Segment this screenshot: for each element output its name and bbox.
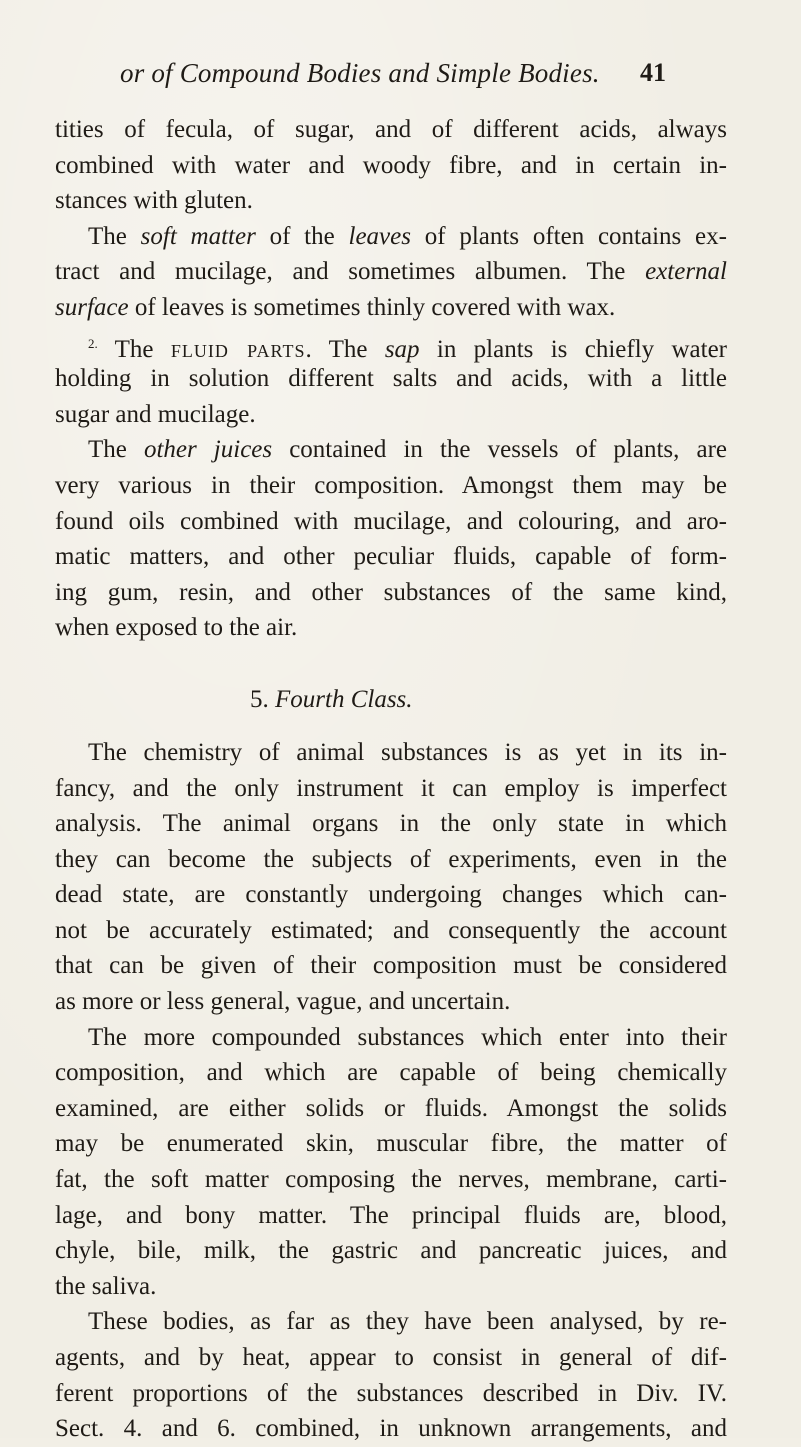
section-number: 5. (250, 685, 269, 713)
text-line: tities of fecula, of sugar, and of different acids, always (55, 116, 727, 143)
section-title: Fourth Class. (275, 685, 413, 713)
emphasis-sap: sap (384, 335, 420, 363)
body-text (55, 112, 727, 1447)
text-line: examined, are either solids or fluids. Amongst the solids (55, 1094, 727, 1122)
text-line: as more or less general, vague, and uncertain. (55, 988, 511, 1016)
text-line: holding in solution different salts and acids, with a little (55, 365, 727, 393)
paragraph-5 (55, 735, 727, 1020)
text-line: dead state, are constantly undergoing changes which can- (55, 881, 727, 909)
text-run: contained in the vessels of plants, are (272, 436, 727, 464)
paragraph-3 (55, 326, 727, 433)
emphasis-external: external (645, 258, 727, 286)
paragraph-7 (55, 1304, 727, 1446)
text-line: they can become the subjects of experiments, even in the (55, 845, 727, 873)
text-line: fancy, and the only instrument it can employ is imperfect (55, 774, 727, 802)
text-line: stances with gluten. (55, 187, 253, 215)
small-caps-fluid-parts: fluid parts (170, 335, 306, 363)
text-line: agents, and by heat, appear to consist in general of dif- (55, 1344, 727, 1371)
paragraph-2 (55, 219, 727, 326)
text-line: ferent proportions of the substances described in Div. IV. (55, 1379, 727, 1407)
text-run: in plants is chiefly water (419, 335, 727, 363)
text-line: chyle, bile, milk, the gastric and pancreatic juices, and (55, 1237, 727, 1265)
text-run: of the (255, 222, 349, 250)
paragraph-4 (55, 432, 727, 646)
paragraph-1 (55, 112, 727, 219)
text-line: may be enumerated skin, muscular fibre, the matter of (55, 1130, 727, 1158)
text-line (55, 290, 727, 326)
text-line: when exposed to the air. (55, 614, 298, 642)
running-head-title: or of Compound Bodies and Simple Bodies. (120, 58, 600, 88)
text-line: Sect. 4. and 6. combined, in unknown arrangements, and (55, 1415, 727, 1443)
text-line: ing gum, resin, and other substances of the same kind, (55, 578, 727, 606)
emphasis-other-juices: other juices (143, 436, 273, 464)
emphasis-surface: surface (55, 293, 129, 321)
text-line (55, 254, 727, 290)
text-line (55, 326, 727, 362)
text-line: combined with water and woody fibre, and in certain in- (55, 151, 727, 179)
text-line: very various in their composition. Amongst them may be (55, 471, 727, 499)
text-line: that can be given of their composition must be considered (55, 952, 727, 980)
text-line: analysis. The animal organs in the only state in which (55, 810, 727, 838)
text-run: of plants often contains ex- (410, 222, 727, 250)
text-line: the saliva. (55, 1272, 157, 1300)
text-line: The more compounded substances which enter into their (88, 1023, 727, 1051)
text-line: lage, and bony matter. The principal fluids are, blood, (55, 1201, 727, 1229)
text-line: The chemistry of animal substances is as yet in its in- (88, 738, 727, 766)
text-line: found oils combined with mucilage, and colouring, and aro- (55, 507, 727, 535)
text-line: not be accurately estimated; and consequently the account (55, 916, 727, 944)
text-run: The (88, 436, 144, 464)
emphasis-leaves: leaves (348, 222, 411, 250)
page-number: 41 (640, 58, 666, 87)
text-run: of leaves is sometimes thinly covered with wax. (128, 293, 616, 321)
text-line: sugar and mucilage. (55, 400, 256, 428)
text-line (55, 219, 727, 255)
text-line: matic matters, and other peculiar fluids, capable of form- (55, 543, 727, 571)
paragraph-6 (55, 1020, 727, 1305)
emphasis-soft-matter: soft matter (140, 222, 256, 250)
section-heading (55, 646, 727, 735)
text-run: The (88, 222, 141, 250)
text-line: fat, the soft matter composing the nerves, membrane, carti- (55, 1166, 727, 1194)
text-run: tract and mucilage, and sometimes albumen. The (55, 258, 646, 286)
text-line: These bodies, as far as they have been analysed, by re- (88, 1308, 727, 1336)
text-run: The (97, 335, 171, 363)
text-run: . The (305, 335, 385, 363)
text-line: composition, and which are capable of being chemically (55, 1059, 727, 1087)
text-line (55, 432, 727, 468)
section-marker: 2. (88, 335, 98, 351)
